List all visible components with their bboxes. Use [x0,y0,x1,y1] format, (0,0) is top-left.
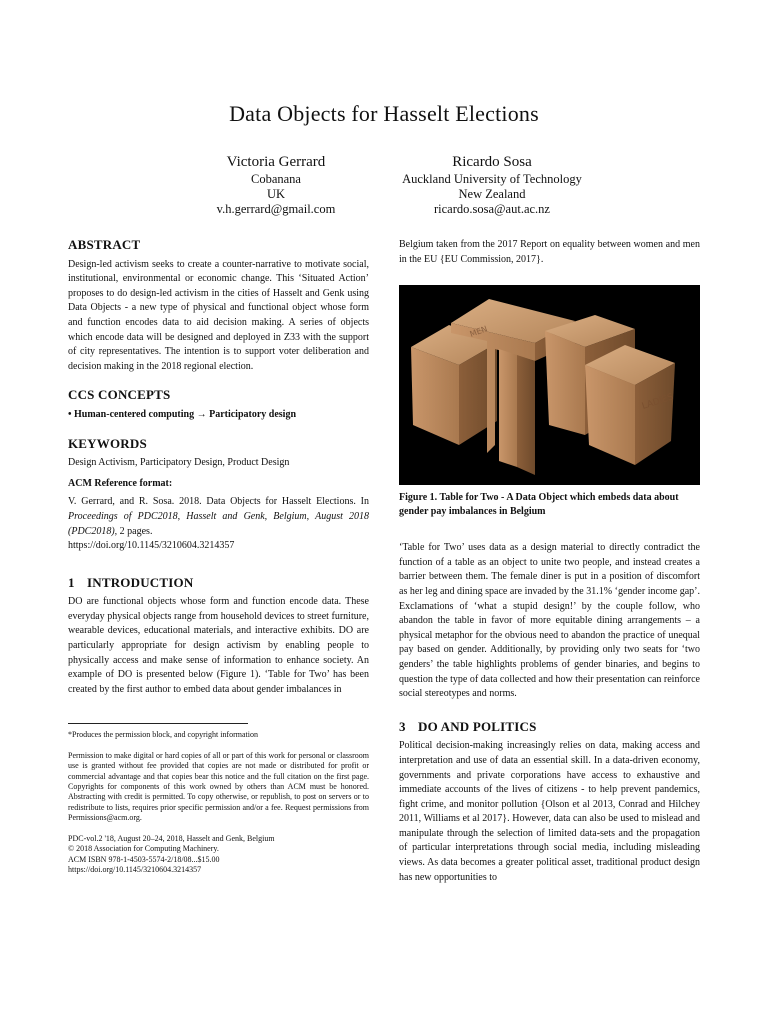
do-politics-heading [399,720,700,735]
figure-table-for-two [399,285,700,485]
engraving-ladies: LADIES [640,392,675,413]
author-affiliation: Auckland University of Technology [402,172,582,186]
abstract-text: Design-led activism seeks to create a counter-narrative to motivate social, institutional, environmental or economic change. This ‘Situated Action’ proposes to do design-led activism in the cities of Hasselt and Genk using Data Objects - a new type of physical and functional object whose form and function encodes data to aid decision making. A series of objects which encode data will be designed and deployed in Z33 with the support of city representatives. The intention is to support voter deliberation and decision making in the 2018 regional election. [68,258,369,372]
acm-ref-pages: 2 pages. [117,525,153,537]
right-column [399,238,700,885]
conference-info-1: PDC-vol.2 '18, August 20–24, 2018, Hasselt and Genk, Belgium [68,833,275,843]
paper-title: Data Objects for Hasselt Elections [229,101,539,126]
author-2 [372,153,612,217]
acm-ref-proceedings: Proceedings of PDC2018, Hasselt and Genk, Belgium, August 2018 (PDC2018), [68,510,369,537]
permission-block: Permission to make digital or hard copies of all or part of this work for personal or classroom use is granted without fee provided that copies are not made or distributed for profit or commercial advantage and that copies bear this notice and the full citation on the first page. Copyrights for components of this work owned by others than ACM must be honored. Abstracting with credit is permitted. To copy otherwise, or republish, to post on servers or to redistribute to lists, requires prior specific permission and/or a fee. Request permissions from Permissions@acm.org. [68,750,369,823]
acm-ref-doi: https://doi.org/10.1145/3210604.3214357 [68,540,235,552]
right-intro-continuation: Belgium taken from the 2017 Report on equality between women and men in the EU {EU Commission, 2017}. [399,239,700,265]
table-for-two-image [399,285,700,485]
acm-ref-heading: ACM Reference format: [68,477,173,489]
author-email: ricardo.sosa@aut.ac.nz [434,202,550,216]
acm-ref-text [68,495,369,539]
acm-ref-line1: V. Gerrard, and R. Sosa. 2018. Data Objects for Hasselt Elections. In [68,496,369,508]
author-country: New Zealand [458,187,526,201]
engraving-men: MEN [468,324,489,340]
conference-info-3: ACM ISBN 978-1-4503-5574-2/18/08...$15.00 [68,854,220,864]
intro-heading [68,576,369,591]
ccs-heading: CCS CONCEPTS [68,387,171,403]
author-email: v.h.gerrard@gmail.com [216,202,336,216]
section-number: 3 [399,718,406,734]
table-description: ‘Table for Two’ uses data as a design material to directly contradict the function of a table as an object to unite two people, and instead creates a barrier between them. The female diner is put in a position of discomfort as her leg and dining space are invaded by the 31.1% ‘gender income gap’. Exclamations of ‘what a stupid design!’ by the couple follow, who abandon the table in favor of more equitable dining arrangements – a physical metaphor for the obvious need to abandon the practice of unequal pay based on gender. Additionally, by providing only two seats for ‘two genders’ the table highlights problems of gender binaries, and begins to question the type of data collected and how their presentation can reinforce social stereotypes and norms. [399,542,700,700]
author-name: Ricardo Sosa [452,154,532,170]
keywords-heading: KEYWORDS [68,435,147,451]
keywords-text: Design Activism, Participatory Design, Product Design [68,457,290,469]
left-stool [411,325,497,445]
author-affiliation: Cobanana [251,172,301,186]
section-title: DO AND POLITICS [418,718,537,734]
left-column [68,238,369,875]
abstract-heading: ABSTRACT [68,237,141,252]
figure-caption: Figure 1. Table for Two - A Data Object which embeds data about gender pay imbalances in Belgium [399,492,679,518]
do-politics-text: Political decision-making increasingly relies on data, making access and interpretation and use of data an essential skill. In a data-driven economy, governments and private corporations have access to exhaustive and immediate accounts of the lives of citizens - to help prevent pandemics, fight crime, and monitor pollution {Olson et al 2013, Conrad and Hilchey 2011, Williams et al 2017}. However, data can also be used to mislead and manipulate through the selection of limited data-sets and the propagation of particular interpretations through social media, including misleading views. As data becomes a greater political asset, traditional product design has new opportunities to [399,740,700,883]
ccs-item: • Human-centered computing → Participatory design [68,408,297,420]
footnote-star: *Produces the permission block, and copyright information [68,730,258,740]
author-country: UK [266,187,286,201]
section-number: 1 [68,574,75,590]
author-1 [156,153,396,217]
conference-info-2: © 2018 Association for Computing Machinery. [68,844,219,854]
footnote-divider [68,723,248,724]
author-name: Victoria Gerrard [226,154,326,170]
section-title: INTRODUCTION [87,574,194,590]
conference-info-4: https://doi.org/10.1145/3210604.3214357 [68,864,202,874]
intro-text: DO are functional objects whose form and function encode data. These everyday physical objects range from household devices to street furniture, wearable devices, educational materials, and interactive exhibits. DO are particularly appropriate for design activism by enabling people to physically access and make sense of information to enhance society. An example of DO is presented below (Figure 1). ‘Table for Two’ has been created by the first author to embed data about gender imbalances in [68,596,369,695]
